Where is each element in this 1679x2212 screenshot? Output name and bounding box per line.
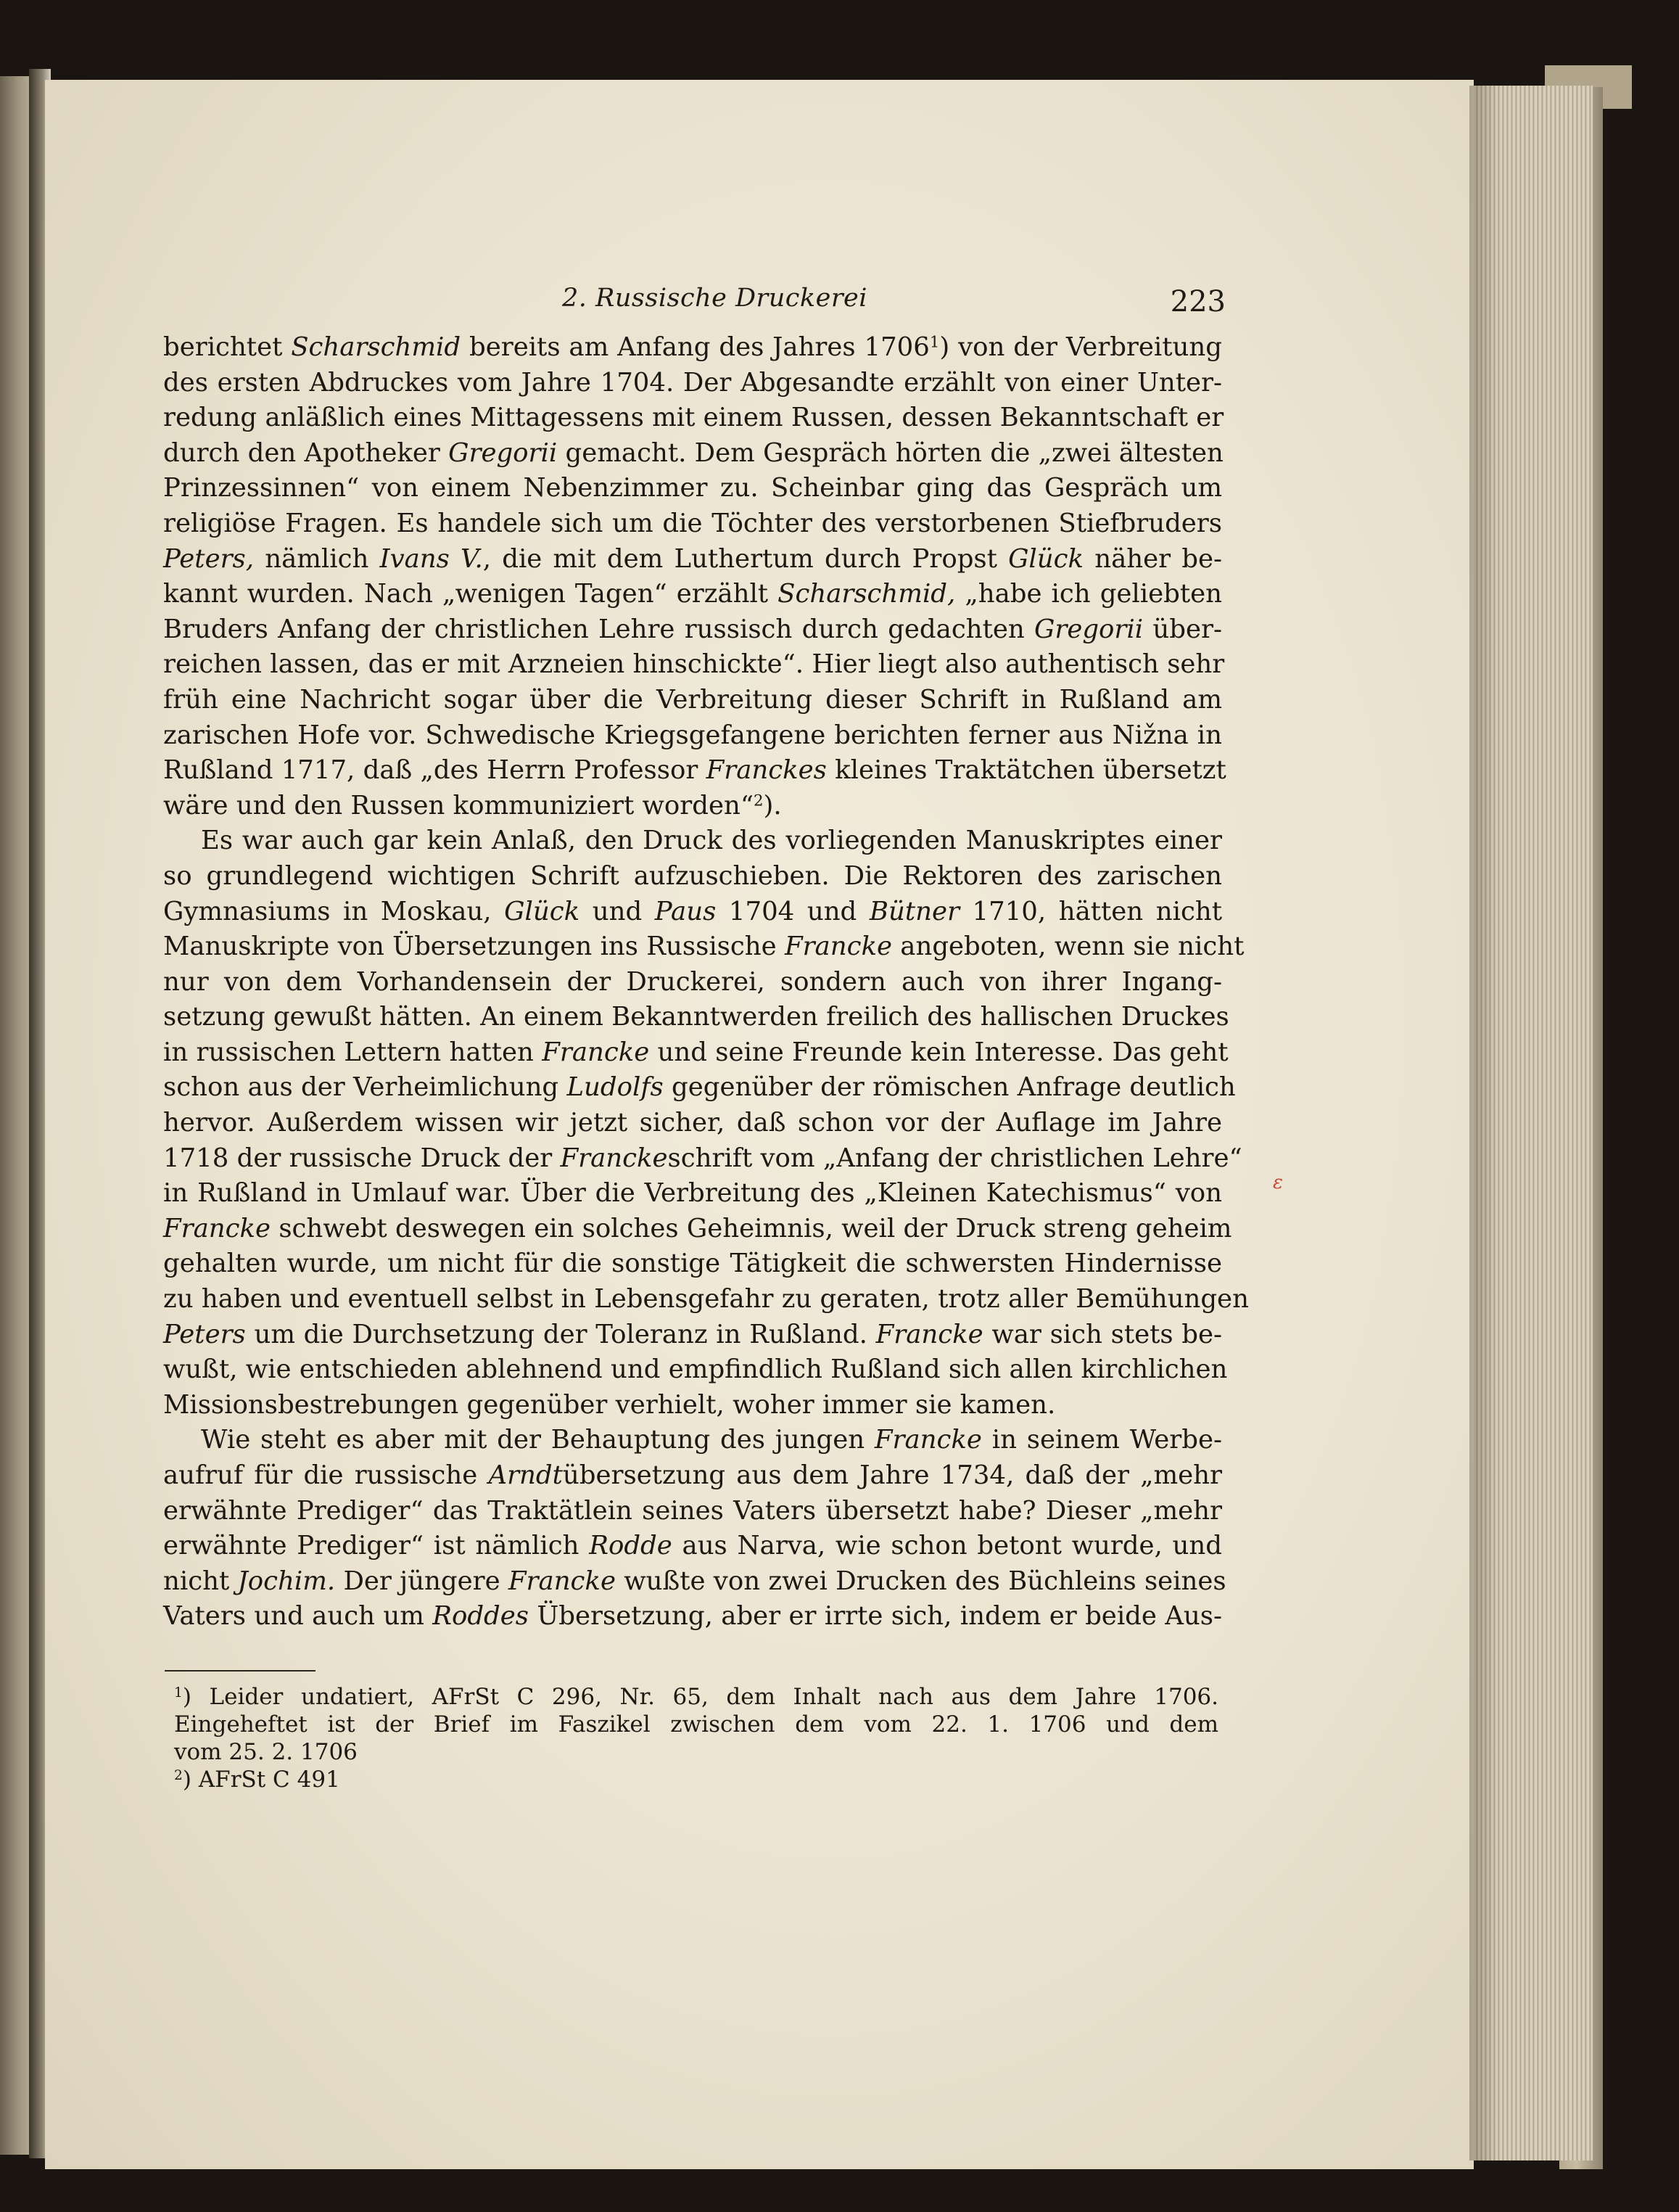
text-line: redung anläßlich eines Mittagessens mit einem Russen, dessen Bekanntschaft er <box>163 403 1224 433</box>
text-line: so grundlegend wichtigen Schrift aufzuschieben. Die Rektoren des zarischen <box>163 860 1222 891</box>
main-text <box>163 330 1249 1635</box>
footnote-1-line: Eingeheftet ist der Brief im Faszikel zwischen dem vom 22. 1. 1706 und dem <box>174 1711 1218 1738</box>
text-line: Vaters und auch um Roddes Übersetzung, aber er irrte sich, indem er beide Aus- <box>163 1601 1222 1632</box>
text-line: schon aus der Verheimlichung Ludolfs gegenüber der römischen Anfrage deutlich <box>163 1072 1236 1103</box>
page-header <box>160 279 1226 323</box>
previous-page-edge <box>0 76 32 2155</box>
text-line: in russischen Lettern hatten Francke und seine Freunde kein Interesse. Das geht <box>163 1037 1229 1067</box>
text-line: Peters um die Durchsetzung der Toleranz in Rußland. Francke war sich stets be- <box>163 1319 1222 1349</box>
text-line: 1718 der russische Druck der Franckeschrift vom „Anfang der christlichen Lehre“ <box>163 1143 1242 1173</box>
text-line: Gymnasiums in Moskau, Glück und Paus 1704 und Bütner 1710, hätten nicht <box>163 896 1222 926</box>
text-line: reichen lassen, das er mit Arzneien hinschickte“. Hier liegt also authentisch sehr <box>163 649 1225 680</box>
text-line: hervor. Außerdem wissen wir jetzt sicher, daß schon vor der Auflage im Jahre <box>163 1108 1222 1138</box>
paragraph-start: Wie steht es aber mit der Behauptung des jungen Francke in seinem Werbe- <box>201 1425 1222 1455</box>
text-line: wußt, wie entschieden ablehnend und empfindlich Rußland sich allen kirchlichen <box>163 1354 1228 1385</box>
text-line: wäre und den Russen kommuniziert worden“$^2$). <box>163 790 782 821</box>
text-line: Prinzessinnen“ von einem Nebenzimmer zu. Scheinbar ging das Gespräch um <box>163 473 1222 503</box>
text-line: des ersten Abdruckes vom Jahre 1704. Der Abgesandte erzählt von einer Unter- <box>163 367 1222 398</box>
paragraph-start: Es war auch gar kein Anlaß, den Druck des vorliegenden Manuskriptes einer <box>201 826 1222 856</box>
footnote-1: $^1$) Leider undatiert, AFrSt C 296, Nr. 65, dem Inhalt nach aus dem Jahre 1706. <box>174 1684 1218 1710</box>
text-line: kannt wurden. Nach „wenigen Tagen“ erzählt Scharschmid, „habe ich geliebten <box>163 579 1223 609</box>
text-line: nicht Jochim. Der jüngere Francke wußte von zwei Drucken des Büchleins seines <box>163 1566 1226 1596</box>
footnote-ref: 2 <box>753 792 764 810</box>
margin-pencil-mark: ε <box>1273 1172 1283 1193</box>
text-line: zu haben und eventuell selbst in Lebensgefahr zu geraten, trotz aller Bemühungen <box>163 1284 1249 1315</box>
text-line: religiöse Fragen. Es handele sich um die Töchter des verstorbenen Stiefbruders <box>163 508 1222 538</box>
text-line: Francke schwebt deswegen ein solches Geheimnis, weil der Druck streng geheim <box>163 1213 1232 1243</box>
text-line: berichtet Scharschmid bereits am Anfang des Jahres 1706$^1$) von der Verbreitung <box>163 332 1222 362</box>
text-line: durch den Apotheker Gregorii gemacht. Dem Gespräch hörten die „zwei ältesten <box>163 437 1224 468</box>
text-line: setzung gewußt hätten. An einem Bekanntwerden freilich des hallischen Druckes <box>163 1002 1229 1032</box>
footnote-2: $^2$) AFrSt C 491 <box>174 1767 340 1793</box>
text-line: erwähnte Prediger“ das Traktätlein seines Vaters übersetzt habe? Dieser „mehr <box>163 1495 1222 1526</box>
footnotes <box>174 1683 1218 1793</box>
page-number: 223 <box>1170 285 1226 318</box>
text-line: aufruf für die russische Arndtübersetzung aus dem Jahre 1734, daß der „mehr <box>163 1460 1222 1490</box>
text-line: Manuskripte von Übersetzungen ins Russische Francke angeboten, wenn sie nicht <box>163 932 1245 962</box>
text-line: früh eine Nachricht sogar über die Verbreitung dieser Schrift in Rußland am <box>163 684 1222 715</box>
footnote-ref: 1 <box>929 333 940 352</box>
running-head: 2. Russische Druckerei <box>562 284 867 313</box>
text-line: in Rußland in Umlauf war. Über die Verbreitung des „Kleinen Katechismus“ von <box>163 1178 1222 1209</box>
text-line: Bruders Anfang der christlichen Lehre russisch durch gedachten Gregorii über- <box>163 614 1222 644</box>
page-edge-shadow <box>1469 86 1498 2160</box>
text-line: Missionsbestrebungen gegenüber verhielt, woher immer sie kamen. <box>163 1389 1056 1420</box>
footnote-divider <box>165 1670 315 1672</box>
footnote-1-line: vom 25. 2. 1706 <box>174 1739 358 1765</box>
text-line: erwähnte Prediger“ ist nämlich Rodde aus Narva, wie schon betont wurde, und <box>163 1531 1222 1561</box>
text-line: Rußland 1717, daß „des Herrn Professor Franckes kleines Traktätchen übersetzt <box>163 755 1226 786</box>
text-line: Peters, nämlich Ivans V., die mit dem Luthertum durch Propst Glück näher be- <box>163 543 1222 574</box>
text-line: gehalten wurde, um nicht für die sonstige Tätigkeit die schwersten Hindernisse <box>163 1249 1222 1279</box>
text-line: nur von dem Vorhandensein der Druckerei, sondern auch von ihrer Ingang- <box>163 966 1222 997</box>
text-line: zarischen Hofe vor. Schwedische Kriegsgefangene berichten ferner aus Nižna in <box>163 720 1222 750</box>
